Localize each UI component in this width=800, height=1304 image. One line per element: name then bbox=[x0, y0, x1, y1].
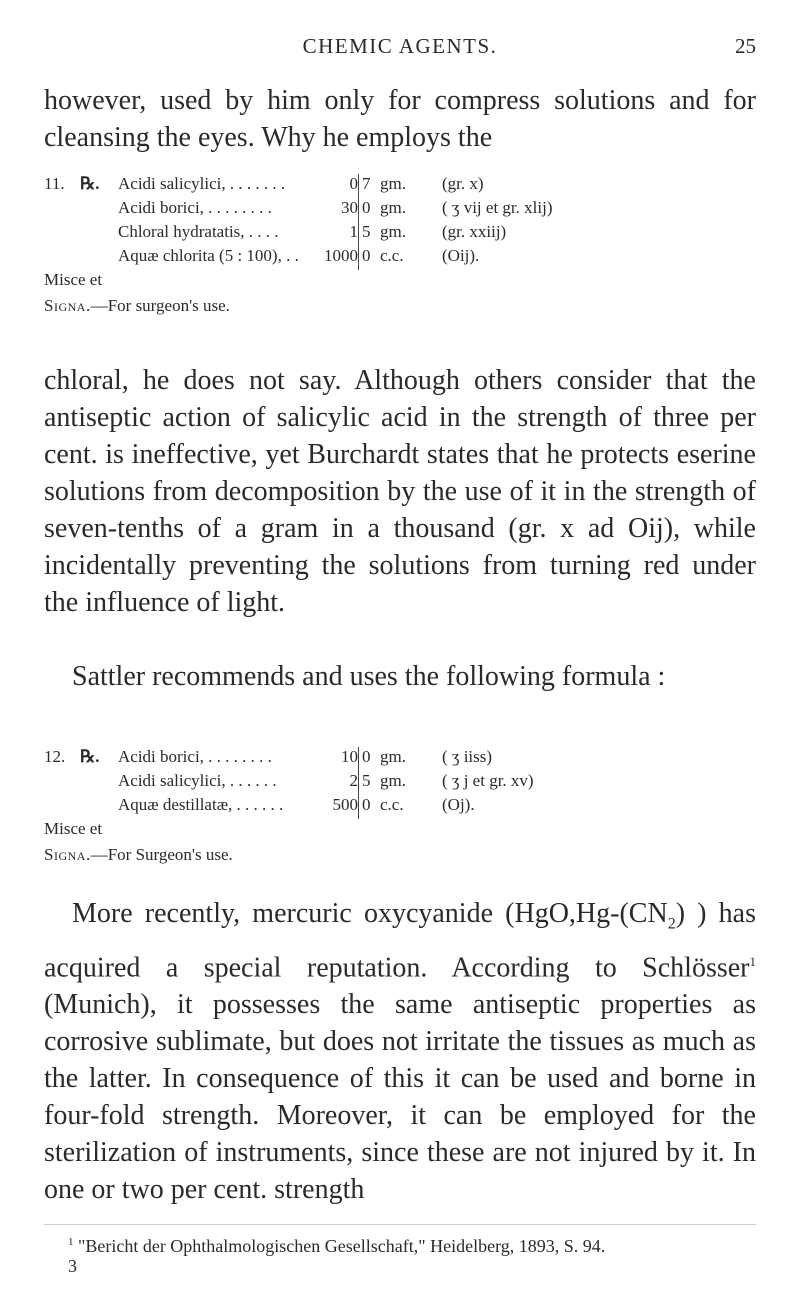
paragraph-3-text: Sattler recommends and uses the following formula : bbox=[72, 661, 666, 692]
running-head: CHEMIC AGENTS. bbox=[302, 34, 498, 58]
paragraph-4 bbox=[44, 895, 756, 1208]
paragraph-4-part-a: More recently, mercuric oxycyanide (HgO,Hg-(CN bbox=[72, 898, 668, 929]
paragraph-1 bbox=[44, 82, 756, 156]
rx-signa-line bbox=[44, 294, 756, 318]
prescription-number: 11. bbox=[44, 174, 65, 193]
unit: gm. bbox=[380, 222, 406, 241]
quantity-integer: 1 bbox=[349, 222, 358, 241]
rx-misce-line bbox=[44, 817, 756, 841]
apothecary-equivalent: ( ʒ j et gr. xv) bbox=[442, 771, 534, 790]
ingredient: Acidi salicylici, . . . . . . . bbox=[118, 174, 286, 193]
rx-misce-line bbox=[44, 268, 756, 292]
quantity-integer: 0 bbox=[349, 174, 358, 193]
unit: c.c. bbox=[380, 795, 404, 814]
ingredient: Acidi salicylici, . . . . . . bbox=[118, 771, 277, 790]
quantity-decimal: 5 bbox=[362, 771, 371, 790]
prescription-11 bbox=[44, 172, 756, 318]
rx-line bbox=[44, 220, 756, 244]
unit: c.c. bbox=[380, 246, 404, 265]
quantity-decimal: 0 bbox=[362, 246, 371, 265]
rx-line bbox=[44, 745, 756, 769]
paragraph-3 bbox=[44, 658, 756, 695]
rx-signa-line bbox=[44, 843, 756, 867]
quantity-decimal: 0 bbox=[362, 795, 371, 814]
rx-line bbox=[44, 244, 756, 268]
footnote-reference[interactable]: 1 bbox=[749, 953, 756, 969]
quantity-integer: 10 bbox=[341, 747, 358, 766]
paragraph-4-part-c: (Munich), it possesses the same antiseptic properties as corrosive sublimate, but does not irritate the tissues as much as the latter. In consequence of this it can be used and borne in four-fold strength. Moreover, it can be employed for the sterilization of instruments, since these are not injured by it. In one or two per cent. strength bbox=[44, 988, 756, 1205]
quantity-integer: 500 bbox=[332, 795, 358, 814]
paragraph-4-part-b: ) ) has acquired a special reputation. According to Schlösser bbox=[44, 898, 756, 983]
rx-line bbox=[44, 769, 756, 793]
prescription-number: 12. bbox=[44, 747, 66, 766]
apothecary-equivalent: (Oj). bbox=[442, 795, 475, 814]
unit: gm. bbox=[380, 198, 406, 217]
prescription-12 bbox=[44, 745, 756, 867]
ingredient: Aquæ destillatæ, . . . . . . bbox=[118, 795, 284, 814]
ingredient: Aquæ chlorita (5 : 100), . . bbox=[118, 246, 299, 265]
footnote bbox=[44, 1230, 780, 1258]
ingredient: Acidi borici, . . . . . . . . bbox=[118, 198, 272, 217]
rx-line bbox=[44, 793, 756, 817]
footnote-marker: 1 bbox=[68, 1236, 74, 1248]
footnote-divider bbox=[44, 1224, 756, 1225]
signa-text: —For Surgeon's use. bbox=[90, 845, 233, 864]
unit: gm. bbox=[380, 747, 406, 766]
apothecary-equivalent: (Oij). bbox=[442, 246, 480, 265]
paragraph-1-text: however, used by him only for compress solutions and for cleansing the eyes. Why he employs the bbox=[44, 85, 756, 153]
paragraph-2-text: chloral, he does not say. Although others consider that the antiseptic action of salicylic acid in the strength of three per cent. is ineffective, yet Burchardt states that he protects eserine solutions from decomposition by the use of it in the strength of seven-tenths of a gram in a thousand (gr. x ad Oij), while incidentally preventing the solutions from turning red under the influence of light. bbox=[44, 365, 756, 618]
unit: gm. bbox=[380, 771, 406, 790]
misce-et: Misce et bbox=[44, 270, 103, 289]
signa-text: —For surgeon's use. bbox=[90, 296, 230, 315]
quantity-decimal: 5 bbox=[362, 222, 371, 241]
rx-line bbox=[44, 196, 756, 220]
quantity-integer: 1000 bbox=[324, 246, 358, 265]
signa-label: Signa. bbox=[44, 845, 91, 864]
page-number: 25 bbox=[735, 34, 756, 58]
quantity-decimal: 7 bbox=[362, 174, 371, 193]
quantity-decimal: 0 bbox=[362, 198, 371, 217]
page-header bbox=[0, 34, 800, 64]
quantity-integer: 30 bbox=[341, 198, 358, 217]
quantity-decimal: 0 bbox=[362, 747, 371, 766]
subscript-2: 2 bbox=[667, 915, 676, 933]
paragraph-2 bbox=[44, 362, 756, 621]
apothecary-equivalent: ( ʒ vij et gr. xlij) bbox=[442, 198, 553, 217]
ingredient: Acidi borici, . . . . . . . . bbox=[118, 747, 272, 766]
ingredient: Chloral hydratatis, . . . . bbox=[118, 222, 279, 241]
printer-signature-mark: 3 bbox=[68, 1256, 77, 1276]
signa-label: Signa. bbox=[44, 296, 91, 315]
recipe-symbol: ℞. bbox=[80, 174, 100, 193]
quantity-integer: 2 bbox=[349, 771, 358, 790]
footnote-text: "Bericht der Ophthalmologischen Gesellschaft," Heidelberg, 1893, S. 94. bbox=[73, 1236, 606, 1256]
recipe-symbol: ℞. bbox=[80, 747, 100, 766]
apothecary-equivalent: (gr. x) bbox=[442, 174, 484, 193]
paragraph-4-text bbox=[44, 895, 756, 1208]
misce-et: Misce et bbox=[44, 819, 103, 838]
rx-line bbox=[44, 172, 756, 196]
apothecary-equivalent: ( ʒ iiss) bbox=[442, 747, 493, 766]
apothecary-equivalent: (gr. xxiij) bbox=[442, 222, 507, 241]
unit: gm. bbox=[380, 174, 406, 193]
